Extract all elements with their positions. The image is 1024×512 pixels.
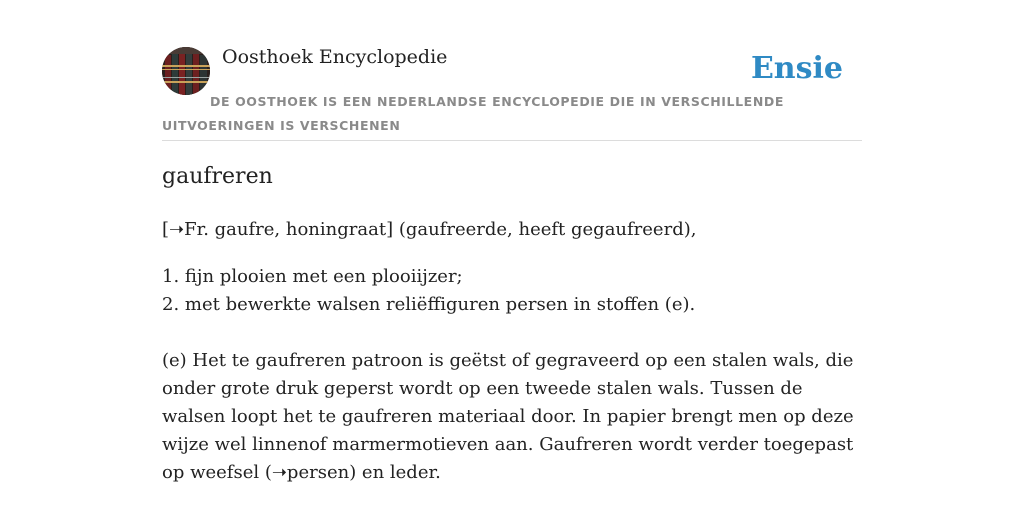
entry-card (162, 0, 862, 512)
site-name[interactable]: Oosthoek Encyclopedie (222, 46, 448, 68)
brand-logo[interactable]: Ensie (750, 51, 843, 86)
entry-note: (e) Het te gaufreren patroon is geëtst of gegraveerd op een stalen wals, die onder grote druk geperst wordt op een tweede stalen wals. Tussen de walsen loopt het te gaufreren materiaal door. In papier brengt men op deze wijze wel linnenof marmermotieven aan. Gaufreren wordt verder toegepast op weefsel (➝persen) en leder. (162, 350, 854, 483)
header (162, 0, 862, 141)
definition-item: 2. met bewerkte walsen reliëffiguren persen in stoffen (e). (162, 294, 696, 315)
etymology: [➝Fr. gaufre, honingraat] (gaufreerde, heeft gegaufreerd), (162, 219, 697, 240)
site-tagline: DE OOSTHOEK IS EEN NEDERLANDSE ENCYCLOPEDIE DIE IN VERSCHILLENDE UITVOERINGEN IS VERSCHENEN (162, 94, 784, 133)
entry-term: gaufreren (162, 164, 273, 189)
definition-item: 1. fijn plooien met een plooiijzer; (162, 266, 463, 287)
encyclopedia-books-icon[interactable] (162, 47, 210, 95)
